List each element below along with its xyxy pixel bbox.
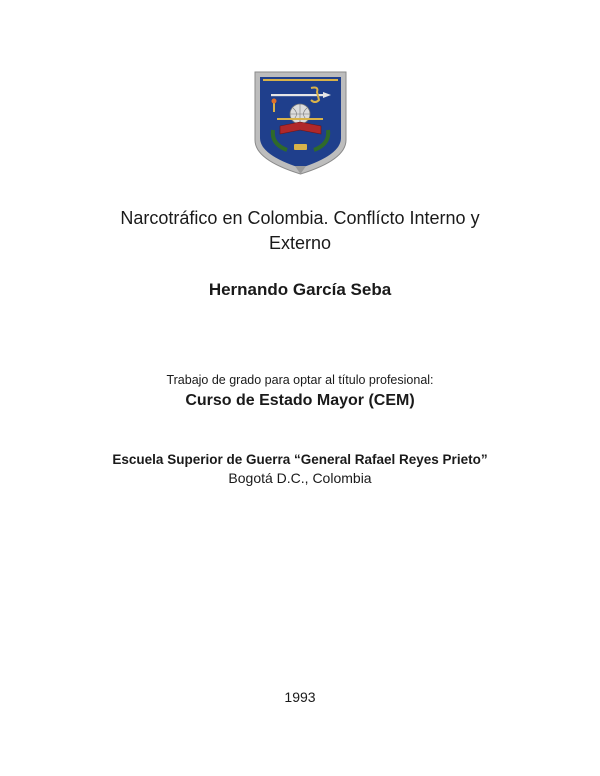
degree-name: Curso de Estado Mayor (CEM) [185,392,415,409]
publication-year: 1993 [284,689,316,705]
author-name: Hernando García Seba [208,280,392,299]
institution-name: Escuela Superior de Guerra “General Rafael Reyes Prieto” [112,452,488,467]
degree-intro: Trabajo de grado para optar al título profesional: [166,373,434,387]
military-school-crest-icon [253,70,348,176]
location: Bogotá D.C., Colombia [228,470,372,486]
document-title: Narcotráfico en Colombia. Conflícto Interno y Externo [120,208,480,253]
